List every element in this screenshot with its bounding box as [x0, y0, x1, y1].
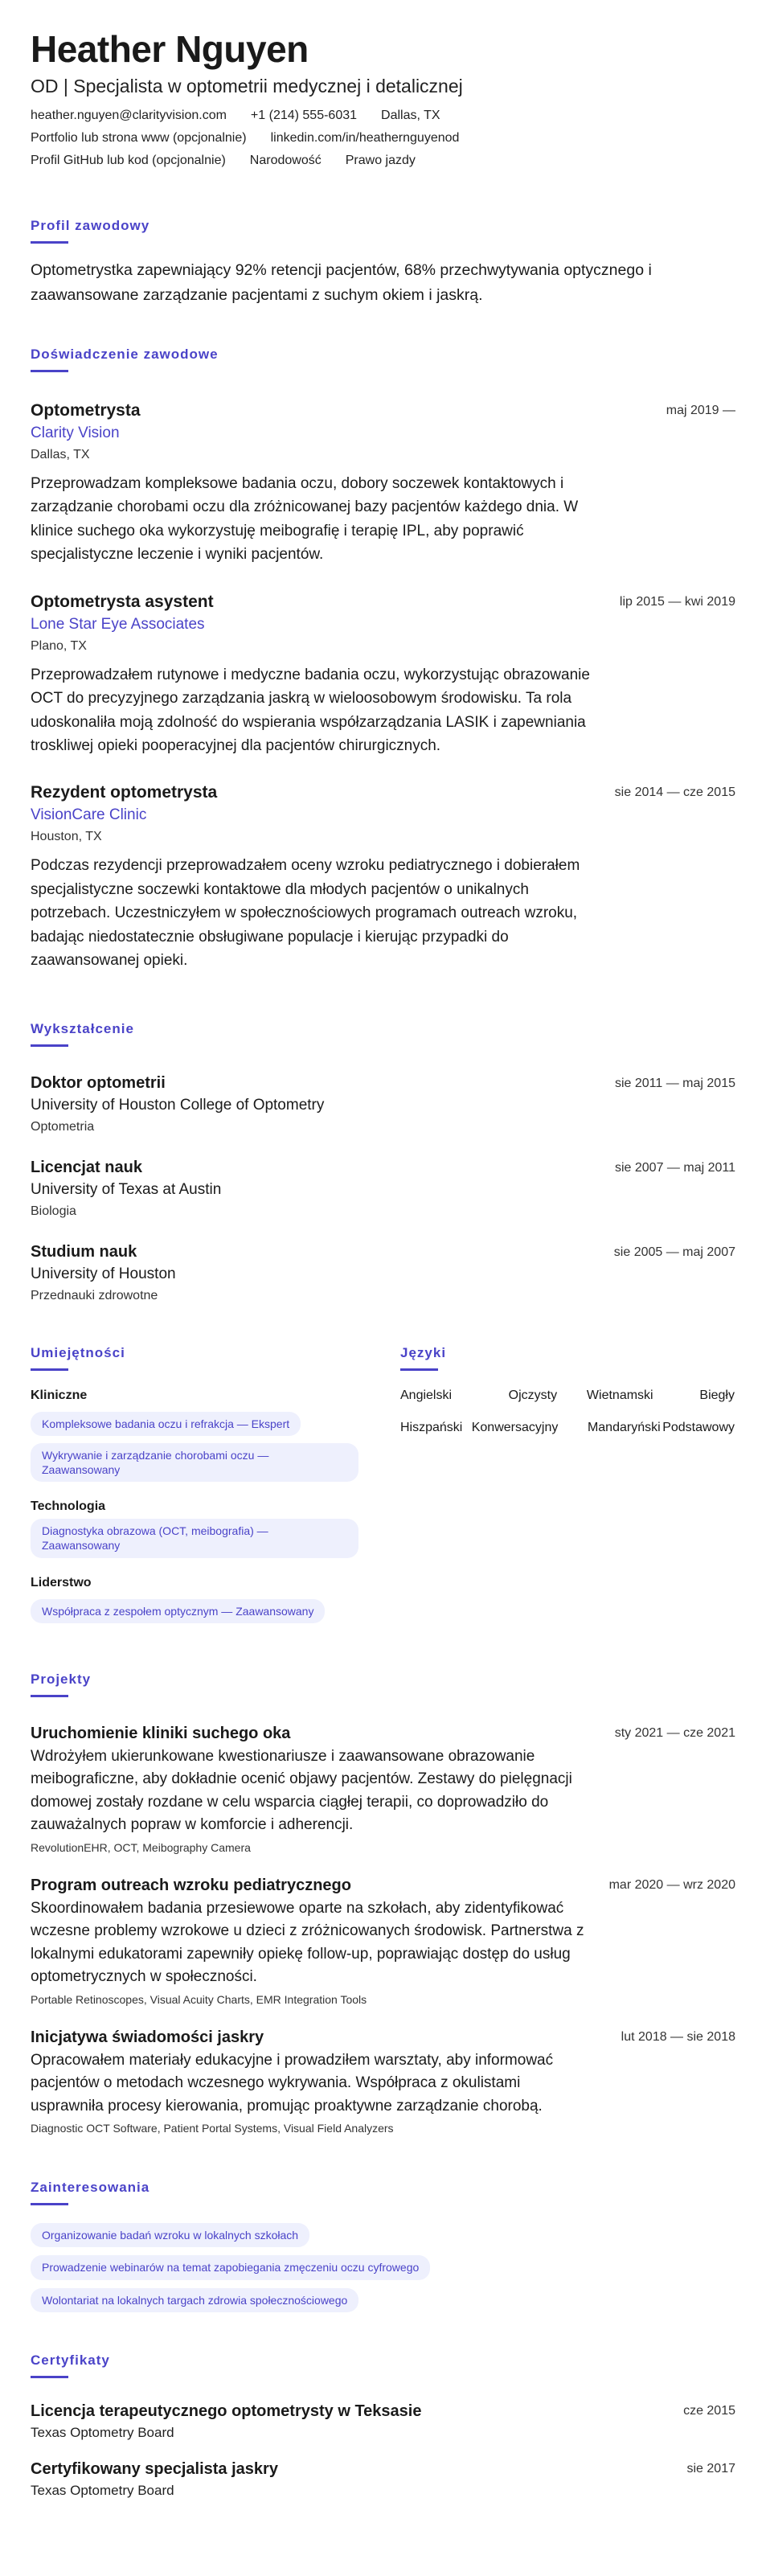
- project-title: Uruchomienie kliniki suchego oka: [31, 1724, 291, 1742]
- interests-section: [31, 2180, 735, 2312]
- skill-tag: Wykrywanie i zarządzanie chorobami oczu — Zaawansowany: [31, 1443, 358, 1482]
- certifications-heading: Certyfikaty: [31, 2352, 110, 2368]
- company-name: Lone Star Eye Associates: [31, 615, 205, 633]
- nationality-text: Narodowość: [249, 153, 322, 167]
- language-level: Podstawowy: [662, 1420, 735, 1434]
- section-divider: [31, 1695, 68, 1697]
- skill-category: Liderstwo: [31, 1575, 92, 1589]
- skill-tag: Diagnostyka obrazowa (OCT, meibografia) — Zaawansowany: [31, 1519, 358, 1557]
- github-link[interactable]: Profil GitHub lub kod (opcjonalnie): [31, 153, 226, 167]
- job-description: Podczas rezydencji przeprowadzałem oceny wzroku pediatrycznego i dobierałem specjalistyczne soczewki kontaktowe dla młodych pacjentów o unikalnych potrzebach. Uczestniczyłem w społecznościowych programach outreach wzroku, badając niedostatecznie obsługiwane populacje i kierując przypadki do zaawansowanej opieki.: [31, 857, 580, 970]
- section-divider: [400, 1368, 438, 1371]
- education-entry: [31, 1159, 735, 1219]
- certification-date: cze 2015: [683, 2403, 735, 2418]
- degree-name: Studium nauk: [31, 1242, 137, 1261]
- project-entry: [31, 2028, 735, 2135]
- skill-category: Technologia: [31, 1499, 106, 1514]
- certification-date: sie 2017: [686, 2461, 735, 2476]
- job-location: Plano, TX: [31, 638, 87, 653]
- degree-name: Licencjat nauk: [31, 1158, 142, 1176]
- experience-heading: Doświadczenie zawodowe: [31, 346, 219, 362]
- school-name: University of Houston: [31, 1265, 176, 1282]
- portfolio-link[interactable]: Portfolio lub strona www (opcjonalnie): [31, 130, 247, 145]
- project-dates: lut 2018 — sie 2018: [621, 2029, 735, 2044]
- project-description: Opracowałem materiały edukacyjne i prowadziłem warsztaty, aby informować pacjentów o metodach wczesnego wykrywania. Współpraca z okulistami usprawniła procesy kierowania, promując proaktywne zarządzanie chorobą.: [31, 2051, 554, 2115]
- project-dates: sty 2021 — cze 2021: [614, 1725, 735, 1740]
- certification-name: Certyfikowany specjalista jaskry: [31, 2459, 278, 2478]
- language-row: [400, 1421, 735, 1435]
- license-text: Prawo jazdy: [345, 153, 416, 167]
- language-level: Biegły: [699, 1388, 735, 1402]
- language-level: Konwersacyjny: [471, 1420, 559, 1434]
- languages-section: [400, 1345, 735, 1626]
- location-text: Dallas, TX: [381, 108, 440, 122]
- section-divider: [31, 2203, 68, 2205]
- job-dates: maj 2019 —: [666, 403, 735, 417]
- experience-section: [31, 347, 735, 973]
- profile-summary: Optometrystka zapewniający 92% retencji pacjentów, 68% przechwytywania optycznego i zaawansowane zarządzanie pacjentami z suchym okiem i jaskrą.: [31, 260, 652, 304]
- contact-row-links: [31, 131, 735, 146]
- project-tech: RevolutionEHR, OCT, Meibography Camera: [31, 1840, 251, 1854]
- languages-heading: Języki: [400, 1344, 447, 1360]
- certification-issuer: Texas Optometry Board: [31, 2482, 174, 2498]
- section-divider: [31, 241, 68, 244]
- education-entry: [31, 1243, 735, 1303]
- profile-heading: Profil zawodowy: [31, 217, 150, 233]
- interest-list: [31, 2223, 735, 2312]
- language-name: Hiszpański: [400, 1420, 463, 1434]
- candidate-name: Heather Nguyen: [31, 28, 309, 70]
- project-title: Program outreach wzroku pediatrycznego: [31, 1876, 351, 1894]
- interest-tag: Organizowanie badań wzroku w lokalnych szkołach: [31, 2223, 309, 2247]
- education-section: [31, 1021, 735, 1303]
- job-dates: lip 2015 — kwi 2019: [619, 594, 735, 609]
- linkedin-link[interactable]: linkedin.com/in/heathernguyenod: [270, 130, 460, 145]
- certification-entry: [31, 2402, 735, 2441]
- certification-issuer: Texas Optometry Board: [31, 2424, 174, 2440]
- language-name: Angielski: [400, 1388, 453, 1402]
- language-row: [400, 1388, 735, 1403]
- interests-heading: Zainteresowania: [31, 2180, 150, 2196]
- section-divider: [31, 1044, 68, 1047]
- language-level: Ojczysty: [508, 1388, 558, 1402]
- section-divider: [31, 2376, 68, 2378]
- experience-entry: [31, 783, 735, 972]
- skill-list: [31, 1519, 368, 1557]
- project-description: Wdrożyłem ukierunkowane kwestionariusze i zaawansowane obrazowanie meibograficzne, aby dokładnie ocenić objawy pacjentów. Zestawy do pielęgnacji domowej zostały rozdane w celu wsparcia ciągłej terapii, co doprowadziło do zauważalnych popraw w komforcie i adherencji.: [31, 1747, 572, 1834]
- section-divider: [31, 1368, 68, 1371]
- experience-entry: [31, 593, 735, 758]
- education-entry: [31, 1074, 735, 1134]
- job-location: Dallas, TX: [31, 447, 90, 461]
- skills-heading: Umiejętności: [31, 1344, 125, 1360]
- certification-name: Licencja terapeutycznego optometrysty w Teksasie: [31, 2402, 422, 2420]
- experience-entry: [31, 401, 735, 567]
- contact-row-extra: [31, 154, 735, 168]
- school-name: University of Houston College of Optometry: [31, 1096, 325, 1114]
- field-of-study: Przednauki zdrowotne: [31, 1288, 158, 1302]
- education-dates: sie 2007 — maj 2011: [614, 1160, 735, 1175]
- language-name: Mandaryński: [587, 1420, 661, 1434]
- section-divider: [31, 370, 68, 372]
- job-title: Optometrysta: [31, 400, 141, 420]
- project-title: Inicjatywa świadomości jaskry: [31, 2028, 264, 2046]
- projects-section: [31, 1672, 735, 2135]
- education-heading: Wykształcenie: [31, 1020, 134, 1036]
- language-name: Wietnamski: [586, 1388, 653, 1402]
- job-location: Houston, TX: [31, 830, 102, 844]
- skill-tag: Współpraca z zespołem optycznym — Zaawansowany: [31, 1599, 325, 1623]
- education-dates: sie 2011 — maj 2015: [614, 1076, 735, 1090]
- contact-row-primary: [31, 109, 735, 123]
- profile-section: [31, 218, 735, 308]
- skill-tag: Kompleksowe badania oczu i refrakcja — Ekspert: [31, 1412, 301, 1436]
- project-description: Skoordinowałem badania przesiewowe oparte na szkołach, aby zidentyfikować wczesne problemy wzrokowe u dzieci z zróżnicowanych środowisk. Partnerstwa z lokalnymi edukatorami zapewniły opiekę follow-up, poprawiając dostęp do usług optometrycznych w społeczności.: [31, 1899, 584, 1986]
- certification-entry: [31, 2460, 735, 2499]
- skill-list: [31, 1408, 368, 1483]
- education-dates: sie 2005 — maj 2007: [613, 1245, 735, 1259]
- skill-category: Kliniczne: [31, 1388, 88, 1402]
- skill-list: [31, 1595, 368, 1626]
- company-name: VisionCare Clinic: [31, 806, 147, 824]
- email-link[interactable]: heather.nguyen@clarityvision.com: [31, 108, 227, 122]
- interest-tag: Prowadzenie webinarów na temat zapobiegania zmęczeniu oczu cyfrowego: [31, 2255, 430, 2279]
- job-title: Rezydent optometrysta: [31, 783, 218, 802]
- project-entry: [31, 1877, 735, 2006]
- skills-languages-row: [31, 1345, 735, 1626]
- certifications-section: [31, 2352, 735, 2499]
- project-entry: [31, 1725, 735, 1854]
- project-dates: mar 2020 — wrz 2020: [608, 1877, 735, 1892]
- job-description: Przeprowadzałem rutynowe i medyczne badania oczu, wykorzystując obrazowanie OCT do precyzyjnego zarządzania jaskrą w wieloosobowym środowisku. Ta rola udoskonaliła moją zdolność do wspierania współzarządzania LASIK i zapewniania troskliwej opieki pooperacyjnej dla pacjentów chirurgicznych.: [31, 666, 590, 754]
- project-tech: Portable Retinoscopes, Visual Acuity Charts, EMR Integration Tools: [31, 1992, 367, 2006]
- resume-header: [31, 29, 735, 168]
- projects-heading: Projekty: [31, 1671, 92, 1687]
- school-name: University of Texas at Austin: [31, 1180, 222, 1198]
- language-list: [400, 1388, 735, 1435]
- company-name: Clarity Vision: [31, 424, 120, 441]
- job-description: Przeprowadzam kompleksowe badania oczu, dobory soczewek kontaktowych i zarządzanie chorobami oczu dla zróżnicowanej bazy pacjentów każdego dnia. W klinice suchego oka wykorzystuję meibografię i terapię IPL, aby poprawić specjalistyczne leczenie i wyniki pacjentów.: [31, 474, 579, 564]
- phone-text[interactable]: +1 (214) 555-6031: [250, 108, 358, 122]
- field-of-study: Biologia: [31, 1204, 76, 1218]
- field-of-study: Optometria: [31, 1119, 95, 1134]
- interest-tag: Wolontariat na lokalnych targach zdrowia społecznościowego: [31, 2288, 358, 2312]
- project-tech: Diagnostic OCT Software, Patient Portal Systems, Visual Field Analyzers: [31, 2122, 394, 2135]
- job-dates: sie 2014 — cze 2015: [614, 786, 735, 800]
- skills-section: [31, 1345, 368, 1626]
- degree-name: Doktor optometrii: [31, 1073, 166, 1092]
- job-title: Optometrysta asystent: [31, 592, 214, 611]
- candidate-title: OD | Specjalista w optometrii medycznej i detalicznej: [31, 75, 463, 96]
